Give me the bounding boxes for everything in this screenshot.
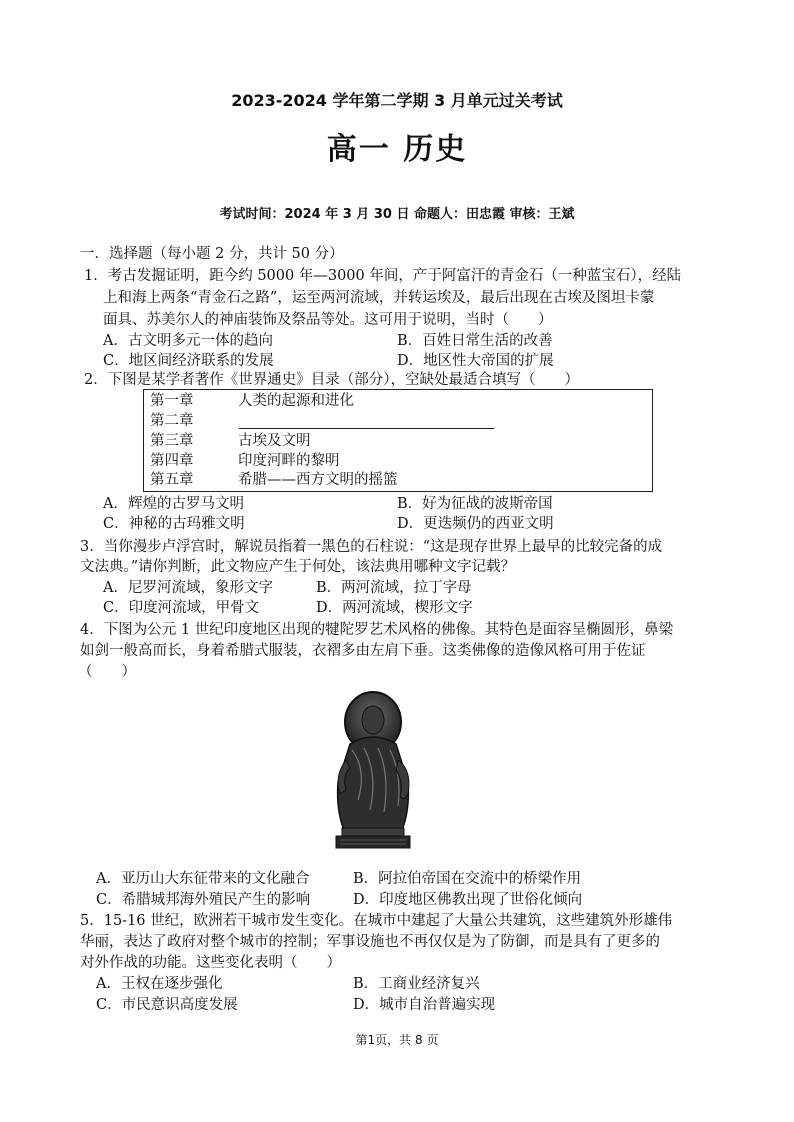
q5-line-3: 对外作战的功能。这些变化表明（ ） bbox=[80, 955, 341, 971]
toc-row bbox=[150, 431, 311, 451]
toc-chapter: 第三章 bbox=[150, 433, 194, 449]
toc-row bbox=[150, 451, 340, 471]
q3-option-a[interactable]: A．尼罗河流域，象形文字 bbox=[103, 580, 273, 596]
q2-option-d[interactable]: D．更迭频仍的西亚文明 bbox=[397, 516, 554, 532]
q2-stem: 2．下图是某学者著作《世界通史》目录（部分），空缺处最适合填写（ ） bbox=[84, 372, 579, 388]
q2-option-c[interactable]: C．神秘的古玛雅文明 bbox=[103, 516, 245, 532]
toc-row bbox=[150, 470, 398, 490]
toc-row bbox=[150, 411, 238, 431]
section-heading: 一．选择题（每小题 2 分，共计 50 分） bbox=[80, 246, 344, 262]
q1-option-c[interactable]: C．地区间经济联系的发展 bbox=[103, 353, 274, 369]
q3-line-1: 3．当你漫步卢浮宫时，解说员指着一黑色的石柱说：“这是现存世界上最早的比较完备的成 bbox=[80, 539, 663, 555]
q1-line-3: 面具、苏美尔人的神庙装饰及祭品等处。这可用于说明，当时（ ） bbox=[103, 312, 553, 328]
q1-option-a[interactable]: A．古文明多元一体的趋向 bbox=[103, 333, 273, 349]
toc-chapter: 第一章 bbox=[150, 393, 194, 409]
toc-chapter: 第四章 bbox=[150, 453, 194, 469]
q5-option-d[interactable]: D．城市自治普遍实现 bbox=[353, 997, 496, 1013]
q4-line-2: 如剑一般高而长，身着希腊式服装，衣褶多由左肩下垂。这类佛像的造像风格可用于佐证 bbox=[80, 643, 646, 659]
q4-line-1: 4．下图为公元 1 世纪印度地区出现的犍陀罗艺术风格的佛像。其特色是面容呈椭圆形，鼻梁 bbox=[80, 622, 674, 638]
toc-chapter: 第五章 bbox=[150, 472, 194, 488]
q2-option-b[interactable]: B．好为征战的波斯帝国 bbox=[397, 496, 553, 512]
q5-line-2: 华丽，表达了政府对整个城市的控制；军事设施也不再仅仅是为了防御，而是具有了更多的 bbox=[80, 934, 660, 950]
page-footer: 第1页，共 8 页 bbox=[355, 1033, 439, 1047]
q3-option-d[interactable]: D．两河流域，楔形文字 bbox=[316, 600, 473, 616]
q5-option-c[interactable]: C．市民意识高度发展 bbox=[96, 997, 238, 1013]
q4-option-b[interactable]: B．阿拉伯帝国在交流中的桥梁作用 bbox=[353, 871, 582, 887]
exam-meta: 考试时间：2024 年 3 月 30 日 命题人：田忠霞 审核：王斌 bbox=[219, 207, 575, 222]
toc-title: 希腊——西方文明的摇篮 bbox=[238, 472, 398, 488]
toc-title: 印度河畔的黎明 bbox=[238, 453, 340, 469]
toc-chapter: 第二章 bbox=[150, 413, 194, 429]
q1-line-1: 1．考古发掘证明，距今约 5000 年—3000 年间，产于阿富汗的青金石（一种蓝宝石），经陆 bbox=[84, 268, 682, 284]
subject-title: 高一 历史 bbox=[326, 132, 468, 167]
exam-title: 2023-2024 学年第二学期 3 月单元过关考试 bbox=[231, 91, 563, 110]
q4-line-3: （ ） bbox=[78, 664, 136, 680]
toc-blank-line bbox=[239, 428, 494, 429]
q5-line-1: 5．15-16 世纪，欧洲若干城市发生变化。在城市中建起了大量公共建筑，这些建筑外形雄伟 bbox=[80, 913, 673, 929]
table-of-contents bbox=[143, 389, 653, 492]
q2-option-a[interactable]: A．辉煌的古罗马文明 bbox=[103, 496, 244, 512]
q3-line-2: 文法典。”请你判断，此文物应产生于何处，该法典用哪种文字记载？ bbox=[80, 559, 516, 575]
q1-option-b[interactable]: B．百姓日常生活的改善 bbox=[397, 333, 553, 349]
q3-option-b[interactable]: B．两河流域，拉丁字母 bbox=[316, 580, 472, 596]
q3-option-c[interactable]: C．印度河流域，甲骨文 bbox=[103, 600, 260, 616]
q4-option-a[interactable]: A．亚历山大东征带来的文化融合 bbox=[96, 871, 310, 887]
toc-row bbox=[150, 391, 354, 411]
toc-title: 古埃及文明 bbox=[238, 433, 311, 449]
q1-option-d[interactable]: D．地区性大帝国的扩展 bbox=[397, 353, 554, 369]
toc-title: 人类的起源和进化 bbox=[238, 393, 354, 409]
q4-option-c[interactable]: C．希腊城邦海外殖民产生的影响 bbox=[96, 892, 311, 908]
gandhara-buddha-statue-image bbox=[312, 690, 434, 850]
q4-option-d[interactable]: D．印度地区佛教出现了世俗化倾向 bbox=[353, 892, 583, 908]
q1-line-2: 上和海上两条“青金石之路”，运至两河流域，并转运埃及，最后出现在古埃及图坦卡蒙 bbox=[103, 290, 655, 306]
q5-option-a[interactable]: A．王权在逐步强化 bbox=[96, 976, 223, 992]
q5-option-b[interactable]: B．工商业经济复兴 bbox=[353, 976, 480, 992]
